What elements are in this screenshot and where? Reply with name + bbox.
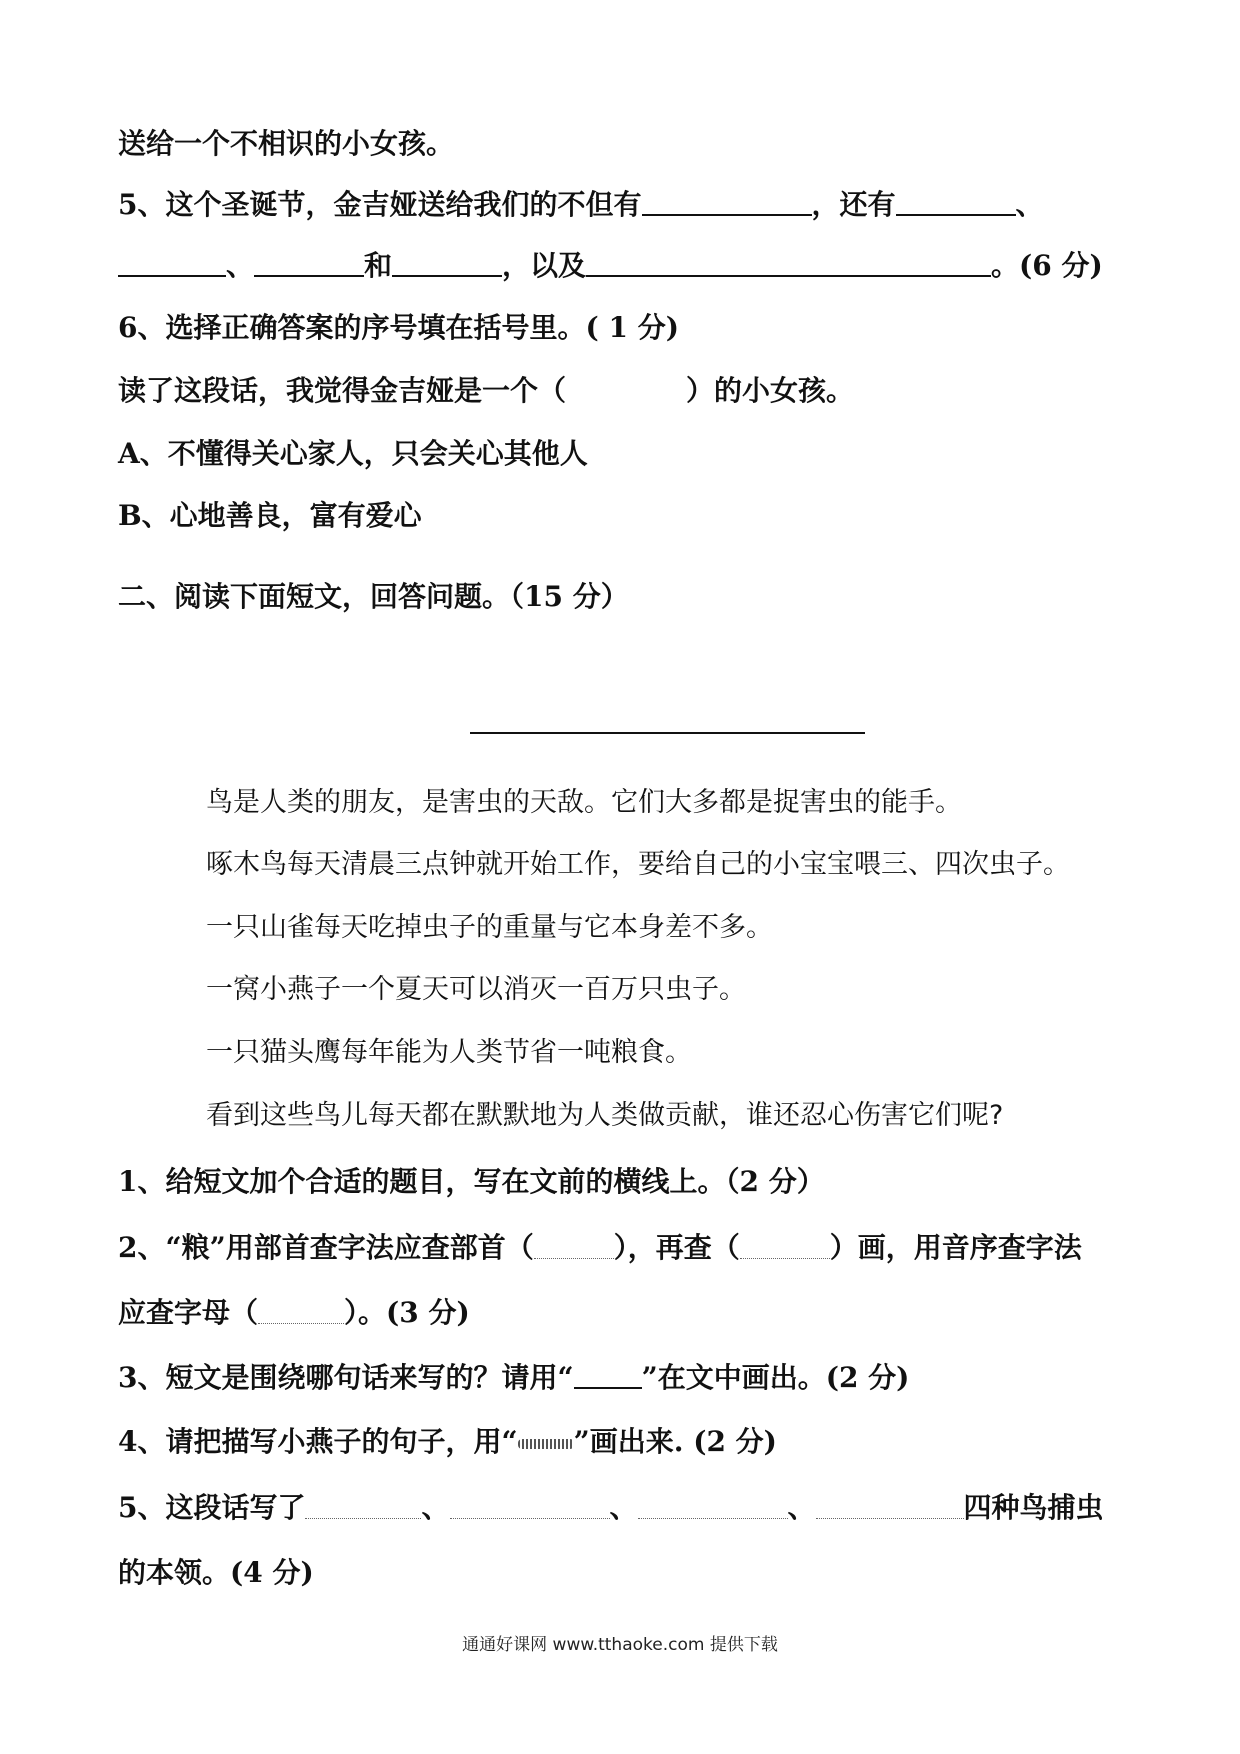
rq5-text: 、 [421,1491,450,1524]
rq5-text: 、 [609,1491,638,1524]
footer-credit: 通通好课网 www.tthaoke.com 提供下载 [462,1635,778,1655]
passage-paragraph: 鸟是人类的朋友，是害虫的天敌。它们大多都是捉害虫的能手。 [206,787,962,818]
passage-paragraph: 一窝小燕子一个夏天可以消灭一百万只虫子。 [206,974,746,1005]
q5-text: 。(6 分) [991,249,1103,282]
passage-paragraph: 啄木鸟每天清晨三点钟就开始工作，要给自己的小宝宝喂三、四次虫子。 [206,849,1070,880]
question-5-cont [118,244,1103,284]
answer-blank[interactable] [740,1236,830,1259]
q5-text: ，以及 [502,249,587,282]
q6-stem-text: 读了这段话，我觉得金吉娅是一个（ [118,374,567,407]
reading-question-3 [118,1356,909,1396]
answer-blank[interactable] [118,249,226,277]
reading-question-4 [118,1420,777,1460]
rq5-text: 、 [787,1491,816,1524]
answer-blank[interactable] [450,1496,610,1519]
q5-text: 5、这个圣诞节，金吉娅送给我们的不但有 [118,188,642,221]
answer-blank[interactable] [254,249,364,277]
answer-blank[interactable] [305,1496,421,1519]
passage-paragraph: 一只猫头鹰每年能为人类节省一吨粮食。 [206,1037,692,1068]
rq5-text: 的本领。(4 分) [118,1556,314,1589]
reading-question-5 [118,1486,1104,1526]
title-blank-line[interactable] [470,732,865,734]
option-b-text: B、心地善良，富有爱心 [118,499,422,532]
reading-question-5-cont [118,1551,314,1591]
answer-blank[interactable] [638,1496,788,1519]
rq2-text: ）。(3 分) [344,1296,470,1329]
q5-text: 、 [1015,188,1044,221]
q5-text: 和 [364,249,393,282]
q6-text: 6、选择正确答案的序号填在括号里。( 1 分) [118,311,679,344]
question-6 [118,306,679,346]
rq2-text: ）画，用音序查字法 [829,1231,1082,1264]
section-2-text: 二、阅读下面短文，回答问题。（15 分） [118,580,629,613]
rq2-text: 2、“粮”用部首查字法应查部首（ [118,1231,534,1264]
rq4-text: 4、请把描写小燕子的句子，用“ [118,1425,518,1458]
answer-blank[interactable] [534,1236,614,1259]
question-6-stem [118,369,854,409]
reading-question-1 [118,1160,825,1200]
rq5-text: 四种鸟捕虫 [963,1491,1104,1524]
text-line [118,122,454,162]
rq5-text: 5、这段话写了 [118,1491,306,1524]
option-b [118,494,422,534]
rq4-text: ”画出来. (2 分) [573,1425,777,1458]
passage-paragraph: 看到这些鸟儿每天都在默默地为人类做贡献，谁还忍心伤害它们呢? [206,1100,1004,1131]
rq1-text: 1、给短文加个合适的题目，写在文前的横线上。（2 分） [118,1165,825,1198]
rq2-text: ），再查（ [613,1231,740,1264]
answer-blank[interactable] [392,249,502,277]
q6-stem-text: ）的小女孩。 [686,374,855,407]
answer-blank[interactable] [642,188,812,216]
reading-question-2 [118,1226,1082,1266]
wavy-line-mark [518,1439,574,1449]
rq3-text: 3、短文是围绕哪句话来写的？请用“ [118,1361,574,1394]
section-2-heading [118,575,629,615]
passage-paragraph: 一只山雀每天吃掉虫子的重量与它本身差不多。 [206,912,773,943]
option-a-text: A、不懂得关心家人，只会关心其他人 [118,437,588,470]
reading-question-2-cont [118,1291,470,1331]
q5-text: 、 [226,249,255,282]
answer-blank[interactable] [586,249,991,277]
rq3-text: ”在文中画出。(2 分) [641,1361,910,1394]
continued-text: 送给一个不相识的小女孩。 [118,127,455,160]
straight-line-mark [574,1361,642,1389]
answer-blank[interactable] [258,1301,344,1324]
question-5 [118,183,1044,223]
answer-blank[interactable] [896,188,1016,216]
option-a [118,432,588,472]
answer-blank[interactable] [816,1496,964,1519]
q5-text: ，还有 [811,188,896,221]
rq2-text: 应查字母（ [118,1296,259,1329]
